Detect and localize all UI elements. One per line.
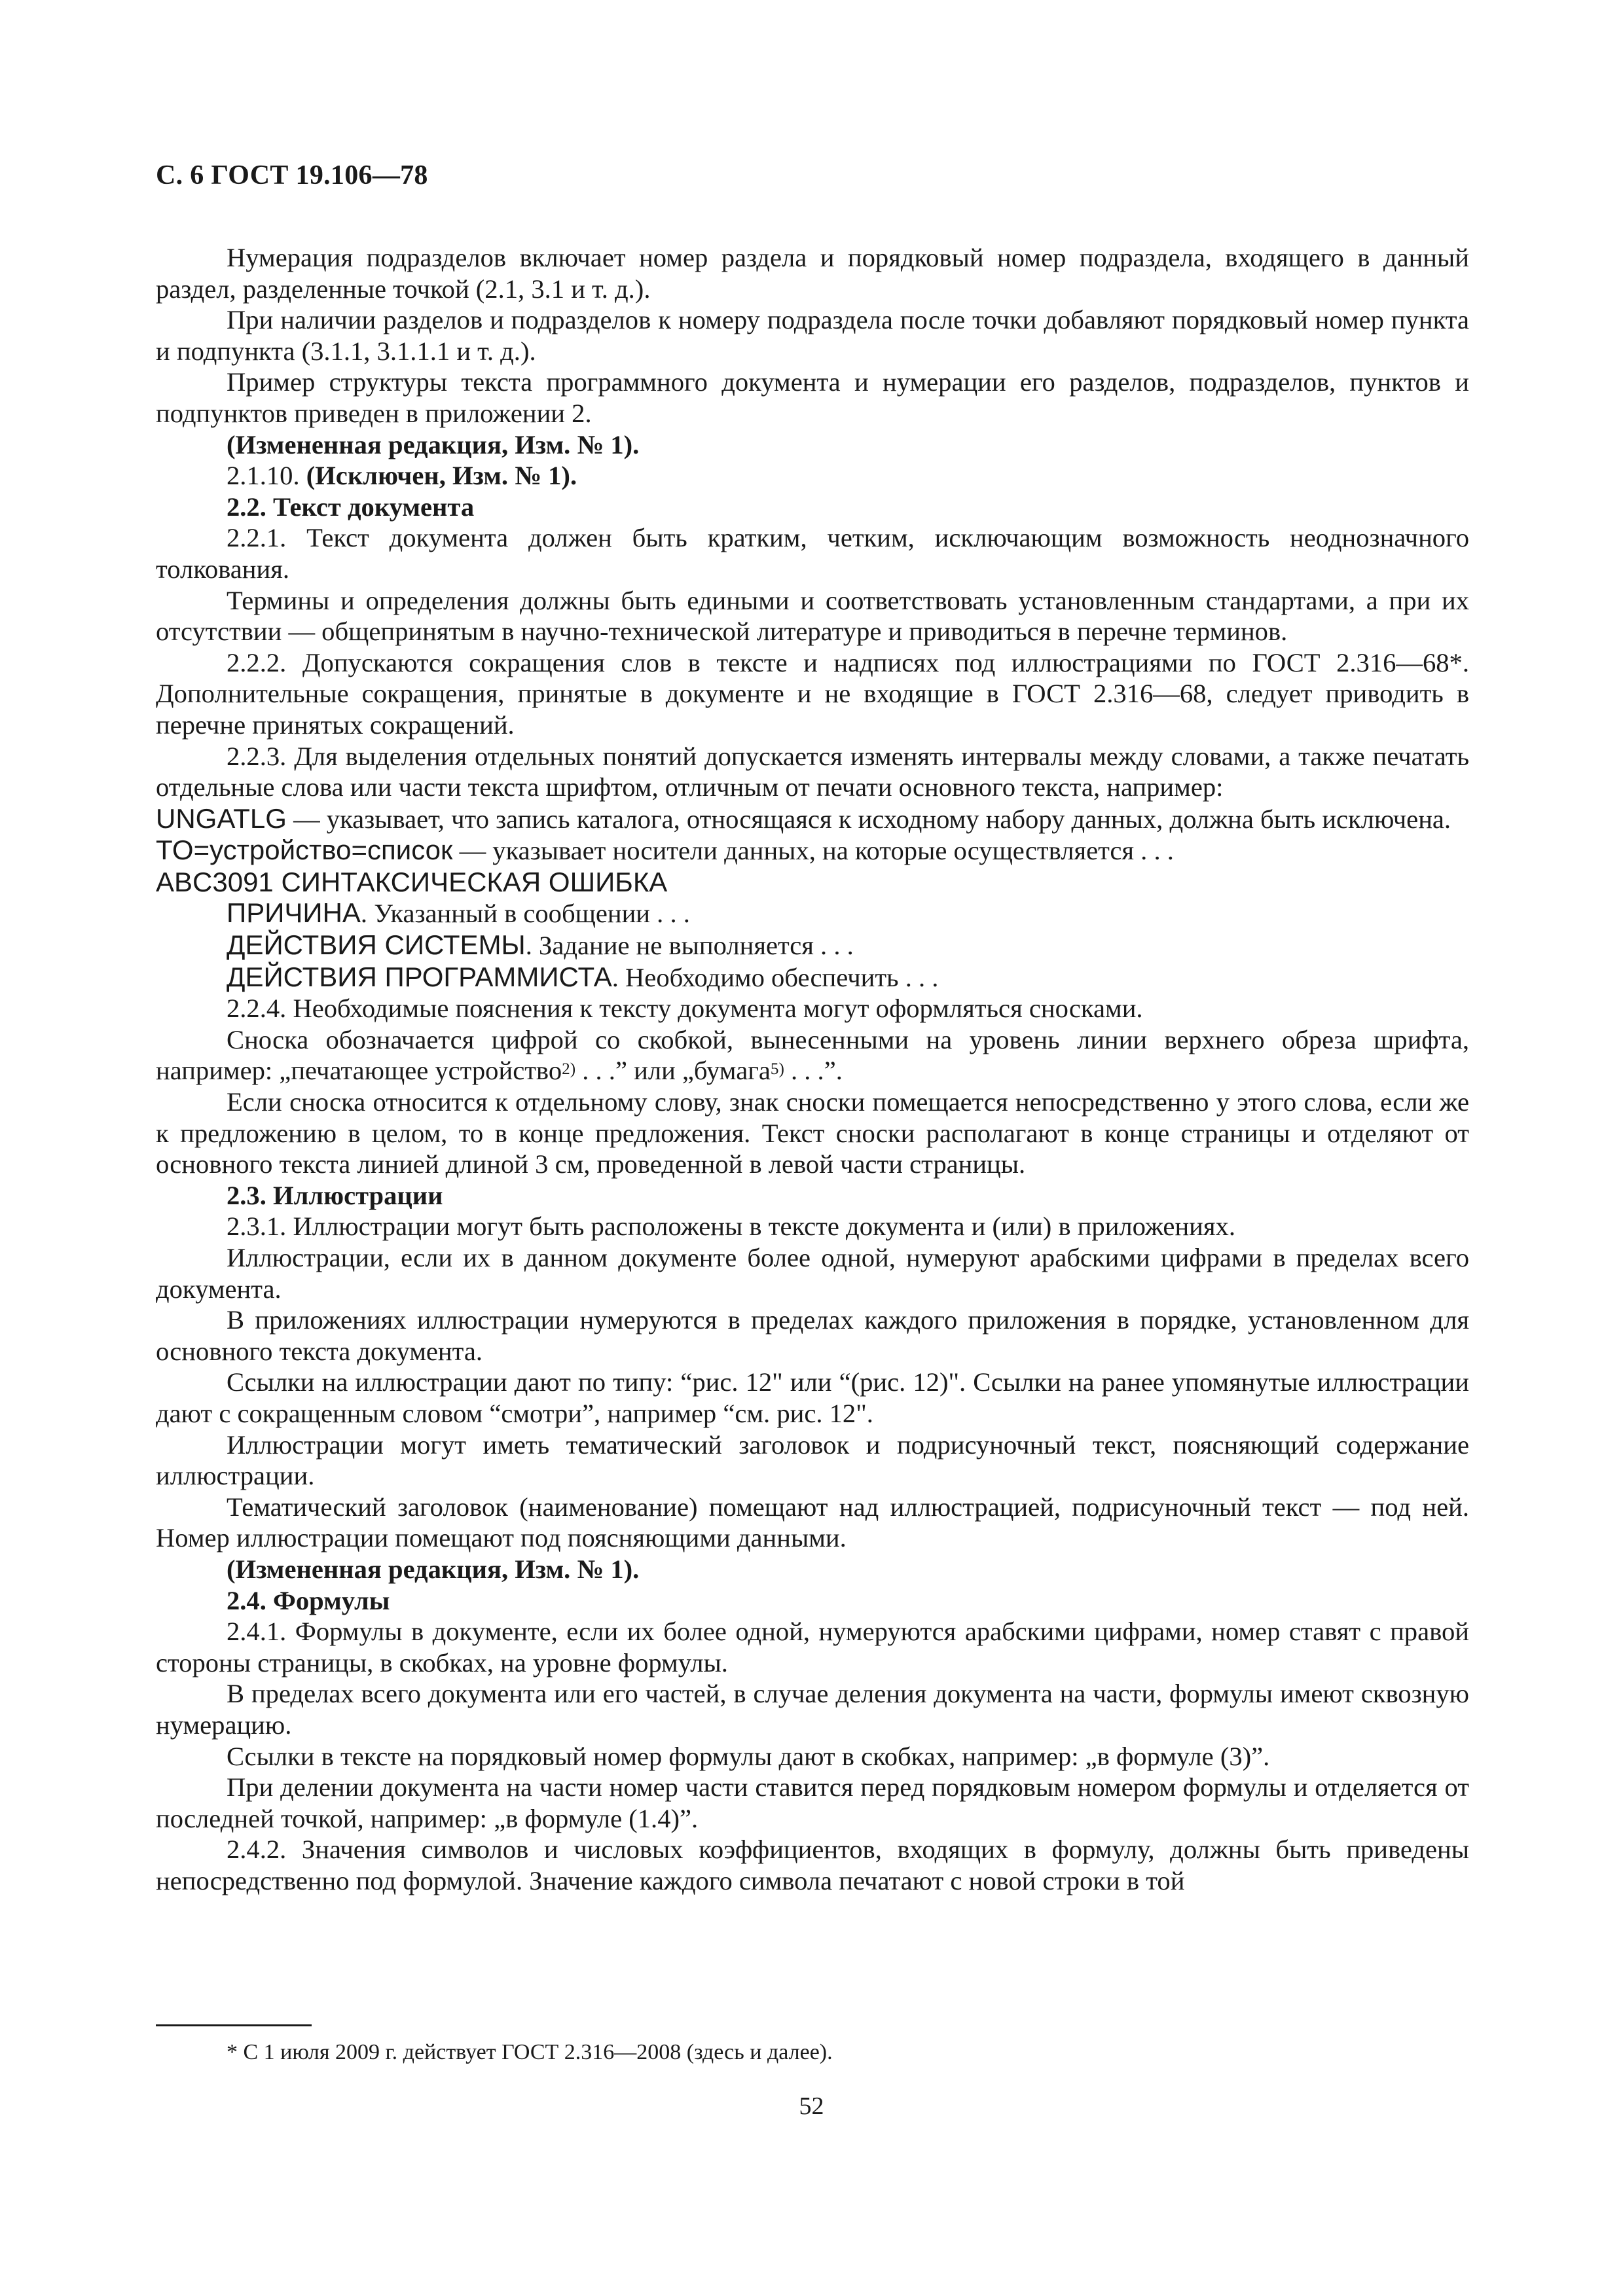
example-text: — указывает, что запись каталога, относящаяся к исходному набору данных, должна быть исключена. [286,804,1451,834]
example-error-line: ABC3091 СИНТАКСИЧЕСКАЯ ОШИБКА [156,866,668,897]
example-text: . Указанный в сообщении . . . [360,899,690,929]
section-heading: 2.2. Текст документа [227,492,475,522]
paragraph: Тематический заголовок (наименование) помещают над иллюстрацией, подрисуночный текст — под ней. Номер иллюстрации помещают под поясняющими данными. [156,1492,1469,1553]
example-line [156,897,1469,929]
paragraph: 2.2.2. Допускаются сокращения слов в тексте и надписях под иллюстрациями по ГОСТ 2.316—68*. Дополнительные сокращения, принятые в документе и не входящие в ГОСТ 2.316—68, следует приводить в перечне принятых сокращений. [156,647,1469,740]
example-text: . Задание не выполняется . . . [525,931,854,961]
page-number: 52 [799,2092,824,2120]
paragraph: Ссылки на иллюстрации дают по типу: “рис. 12" или “(рис. 12)". Ссылки на ранее упомянутые иллюстрации дают с сокращенным словом “смотри”, например “см. рис. 12". [156,1367,1469,1428]
section-heading: 2.3. Иллюстрации [227,1180,443,1210]
paragraph: 2.2.3. Для выделения отдельных понятий допускается изменять интервалы между словами, а также печатать отдельные слова или части текста шрифтом, отличным от печати основного текста, например: [156,741,1469,802]
footnote-rule [156,2024,312,2026]
paragraph: 2.4.2. Значения символов и числовых коэффициентов, входящих в формулу, должны быть приведены непосредственно под формулой. Значение каждого символа печатают с новой строки в той [156,1835,1469,1895]
clause-excluded [156,460,1469,492]
footnote-mark: 2) [562,1060,576,1078]
example-code: ДЕЙСТВИЯ СИСТЕМЫ [227,929,526,961]
example-code: ПРИЧИНА [227,897,361,929]
example-line [156,834,1469,867]
example-code: ДЕЙСТВИЯ ПРОГРАММИСТА [227,961,612,992]
body-text [156,242,1469,1896]
amendment-note: (Измененная редакция, Изм. № 1). [227,1554,640,1584]
paragraph: Термины и определения должны быть едиными и соответствовать установленным стандартами, а при их отсутствии — общепринятым в научно-технической литературе и приводиться в перечне терминов. [156,585,1469,647]
paragraph: Иллюстрации могут иметь тематический заголовок и подрисуночный текст, поясняющий содержание иллюстрации. [156,1429,1469,1491]
paragraph: В пределах всего документа или его частей, в случае деления документа на части, формулы имеют сквозную нумерацию. [156,1679,1469,1740]
paragraph: 2.4.1. Формулы в документе, если их более одной, нумеруются арабскими цифрами, номер ставят с правой стороны страницы, в скобках, на уровне формулы. [156,1617,1469,1677]
page-header: С. 6 ГОСТ 19.106—78 [156,160,428,190]
text-run: . . .” или „бумага [575,1056,771,1086]
text-run: . . .”. [784,1056,843,1086]
paragraph: При наличии разделов и подразделов к номеру подраздела после точки добавляют порядковый номер пункта и подпункта (3.1.1, 3.1.1.1 и т. д.). [156,305,1469,366]
paragraph: 2.2.4. Необходимые пояснения к тексту документа могут оформляться сносками. [227,994,1143,1024]
clause-number: 2.1.10. [227,461,306,491]
example-line [156,803,1469,835]
section-heading: 2.4. Формулы [227,1585,390,1615]
amendment-note: (Измененная редакция, Изм. № 1). [227,429,640,459]
paragraph: Нумерация подразделов включает номер раздела и порядковый номер подраздела, входящего в данный раздел, разделенные точкой (2.1, 3.1 и т. д.). [156,243,1469,304]
paragraph: 2.2.1. Текст документа должен быть кратким, четким, исключающим возможность неоднозначного толкования. [156,523,1469,584]
example-text: . Необходимо обеспечить . . . [611,962,939,992]
example-line [156,929,1469,961]
paragraph: Если сноска относится к отдельному слову, знак сноски помещается непосредственно у этого слова, если же к предложению в целом, то в конце предложения. Текст сноски располагают в конце страницы и отделяют от основного текста линией длиной 3 см, проведенной в левой части страницы. [156,1087,1469,1179]
paragraph: В приложениях иллюстрации нумеруются в пределах каждого приложения в порядке, установленном для основного текста документа. [156,1305,1469,1366]
footnote: * С 1 июля 2009 г. действует ГОСТ 2.316—2008 (здесь и далее). [227,2040,833,2064]
paragraph: 2.3.1. Иллюстрации могут быть расположены в тексте документа и (или) в приложениях. [227,1211,1235,1242]
paragraph: Пример структуры текста программного документа и нумерации его разделов, подразделов, пунктов и подпунктов приведен в приложении 2. [156,367,1469,428]
paragraph: Ссылки в тексте на порядковый номер формулы дают в скобках, например: „в формуле (3)”. [227,1741,1270,1771]
paragraph: При делении документа на части номер части ставится перед порядковым номером формулы и отделяется от последней точкой, например: „в формуле (1.4)”. [156,1772,1469,1833]
footnote-mark: 5) [770,1060,784,1078]
example-code: UNGATLG [156,802,287,834]
excluded-note: (Исключен, Изм. № 1). [306,461,577,491]
paragraph: Иллюстрации, если их в данном документе более одной, нумеруют арабскими цифрами в пределах всего документа. [156,1243,1469,1304]
example-text: — указывает носители данных, на которые осуществляется . . . [452,836,1174,866]
example-code: TO=устройство=список [156,834,453,866]
text-run: Сноска обозначается цифрой со скобкой, вынесенными на уровень линии верхнего обреза шрифта, например: „печатающее устройство [156,1024,1469,1086]
example-line [156,961,1469,994]
paragraph [156,1024,1469,1086]
